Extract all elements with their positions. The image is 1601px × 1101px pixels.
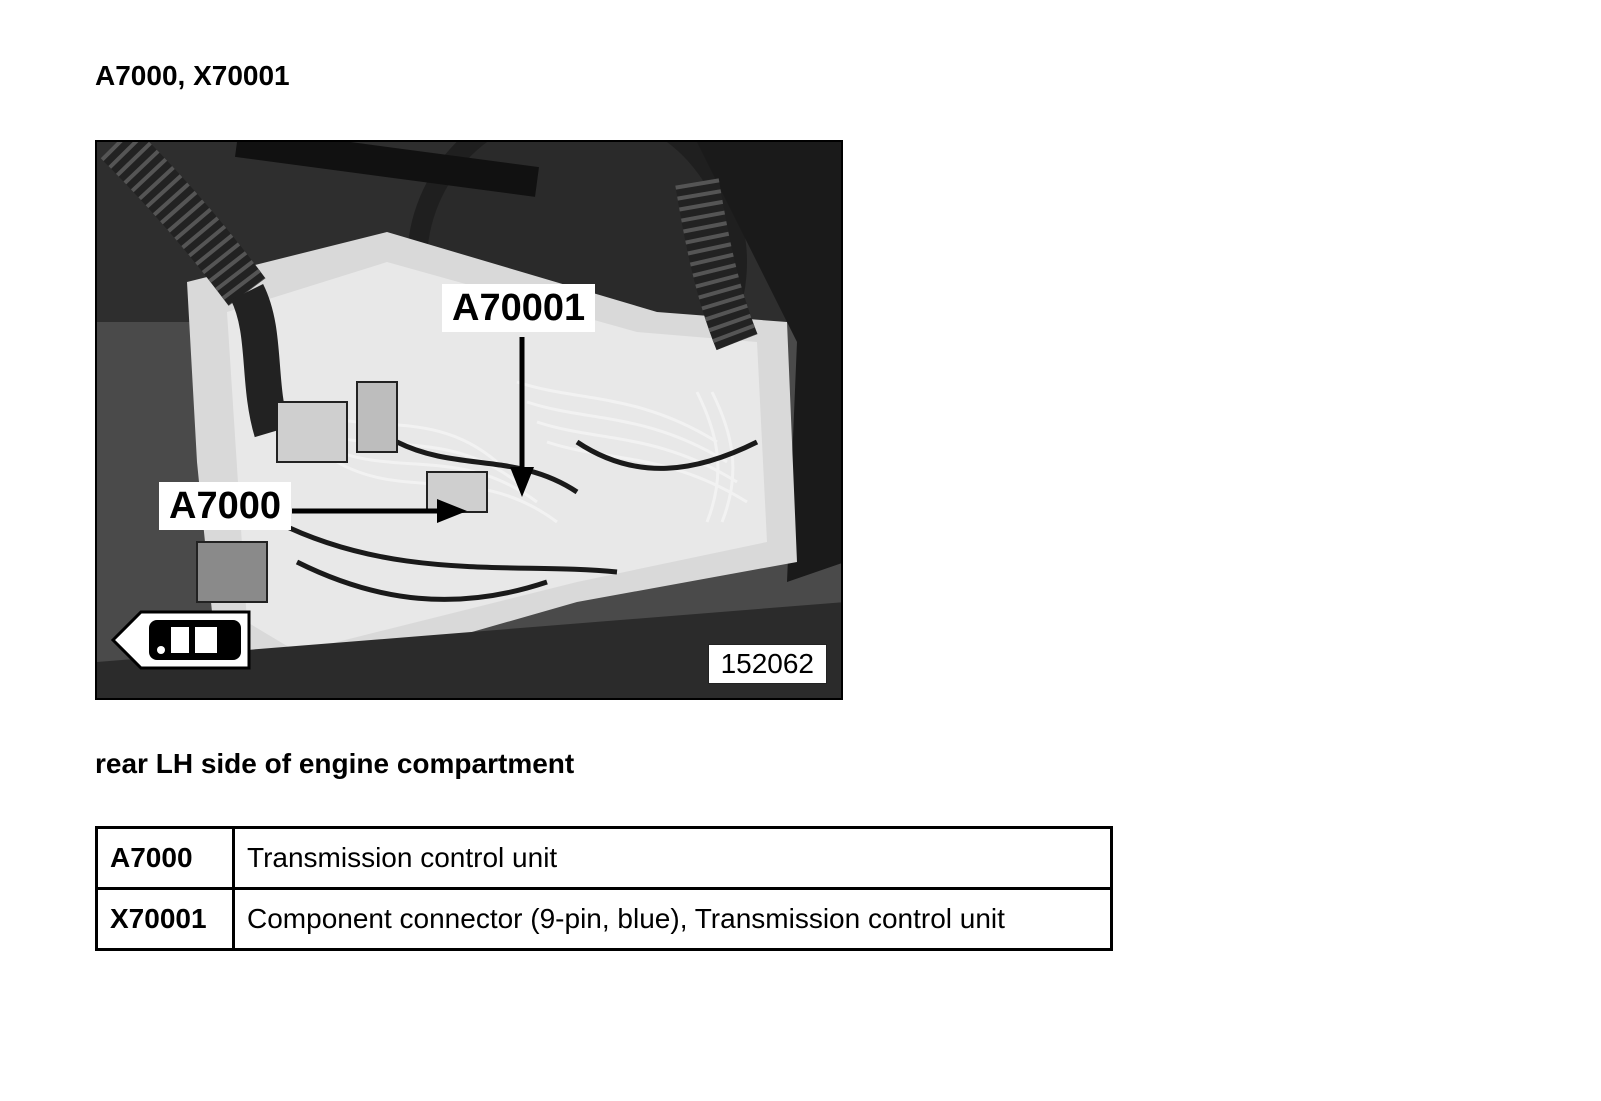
page-title: A7000, X70001 [95, 60, 290, 91]
component-description: Transmission control unit [234, 828, 1112, 889]
legend-table [95, 826, 1113, 951]
component-code: X70001 [97, 889, 234, 950]
car-front-arrow-icon [111, 610, 251, 670]
figure-caption: rear LH side of engine compartment [95, 748, 575, 779]
engine-compartment-photo [95, 140, 843, 700]
component-code: A7000 [97, 828, 234, 889]
callout-a7000: A7000 [159, 482, 291, 530]
callout-a70001: A70001 [442, 284, 595, 332]
component-description: Component connector (9-pin, blue), Transmission control unit [234, 889, 1112, 950]
table-row [97, 828, 1112, 889]
table-row [97, 889, 1112, 950]
figure-number: 152062 [708, 644, 827, 684]
